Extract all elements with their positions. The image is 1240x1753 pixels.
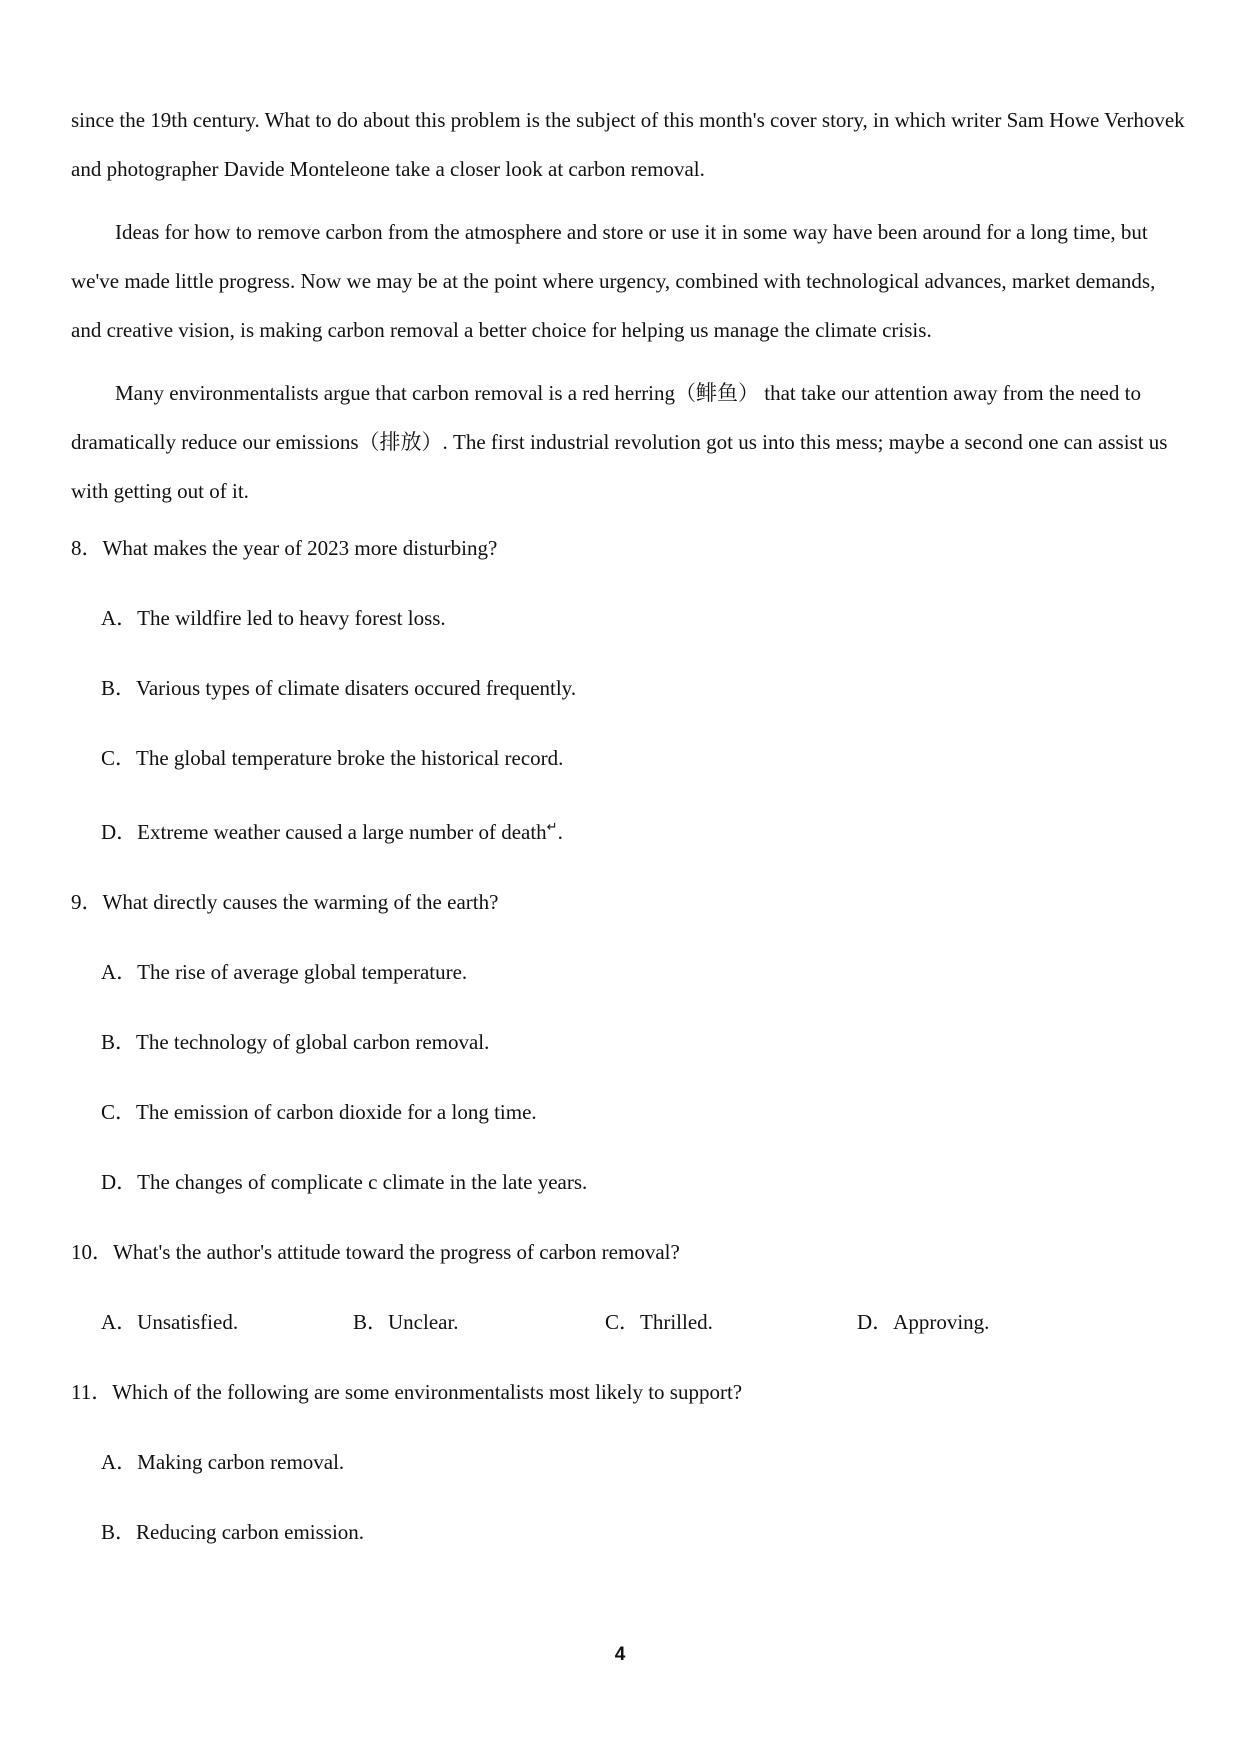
answer-option: B．Various types of climate disaters occured frequently. <box>101 676 577 700</box>
answer-option <box>101 810 1186 850</box>
document-page <box>71 96 1186 1584</box>
answer-option-suffix: . <box>557 820 563 844</box>
answer-option: C．Thrilled. <box>605 1310 713 1334</box>
answer-option: B．The technology of global carbon removal. <box>101 1030 490 1054</box>
answer-option: D．The changes of complicate c climate in the late years. <box>101 1170 588 1194</box>
question-stem: 11．Which of the following are some environmentalists most likely to support? <box>71 1380 743 1404</box>
answer-option: A．The wildfire led to heavy forest loss. <box>101 606 446 630</box>
passage-paragraph: Ideas for how to remove carbon from the atmosphere and store or use it in some way have been around for a long time, but we've made little progress. Now we may be at the point where urgency, combined with technological advances, market demands, and creative vision, is making carbon removal a better choice for helping us manage the climate crisis. <box>71 220 1156 342</box>
question-stem: 9．What directly causes the warming of the earth? <box>71 890 499 914</box>
answer-option: A．The rise of average global temperature. <box>101 960 468 984</box>
question-stem: 10．What's the author's attitude toward the progress of carbon removal? <box>71 1240 680 1264</box>
question-stem: 8．What makes the year of 2023 more disturbing? <box>71 536 498 560</box>
answer-option-text: D．Extreme weather caused a large number of death <box>101 820 547 844</box>
answer-option-row <box>101 1304 1186 1340</box>
answer-option: B．Unclear. <box>353 1310 459 1334</box>
passage-paragraph: since the 19th century. What to do about this problem is the subject of this month's cover story, in which writer Sam Howe Verhovek and photographer Davide Monteleone take a closer look at carbon removal. <box>71 108 1185 181</box>
passage-paragraph: Many environmentalists argue that carbon removal is a red herring（鲱鱼） that take our attention away from the need to dramatically reduce our emissions（排放）. The first industrial revolution got us into this mess; maybe a second one can assist us with getting out of it. <box>71 381 1168 503</box>
answer-option: D．Approving. <box>857 1310 990 1334</box>
answer-option: B．Reducing carbon emission. <box>101 1520 365 1544</box>
answer-option: C．The emission of carbon dioxide for a long time. <box>101 1100 537 1124</box>
answer-option: A．Unsatisfied. <box>101 1310 239 1334</box>
answer-option: A．Making carbon removal. <box>101 1450 345 1474</box>
answer-option: C．The global temperature broke the historical record. <box>101 746 564 770</box>
page-number: 4 <box>614 1644 626 1665</box>
paragraph-return-icon: ↵ <box>546 820 558 835</box>
